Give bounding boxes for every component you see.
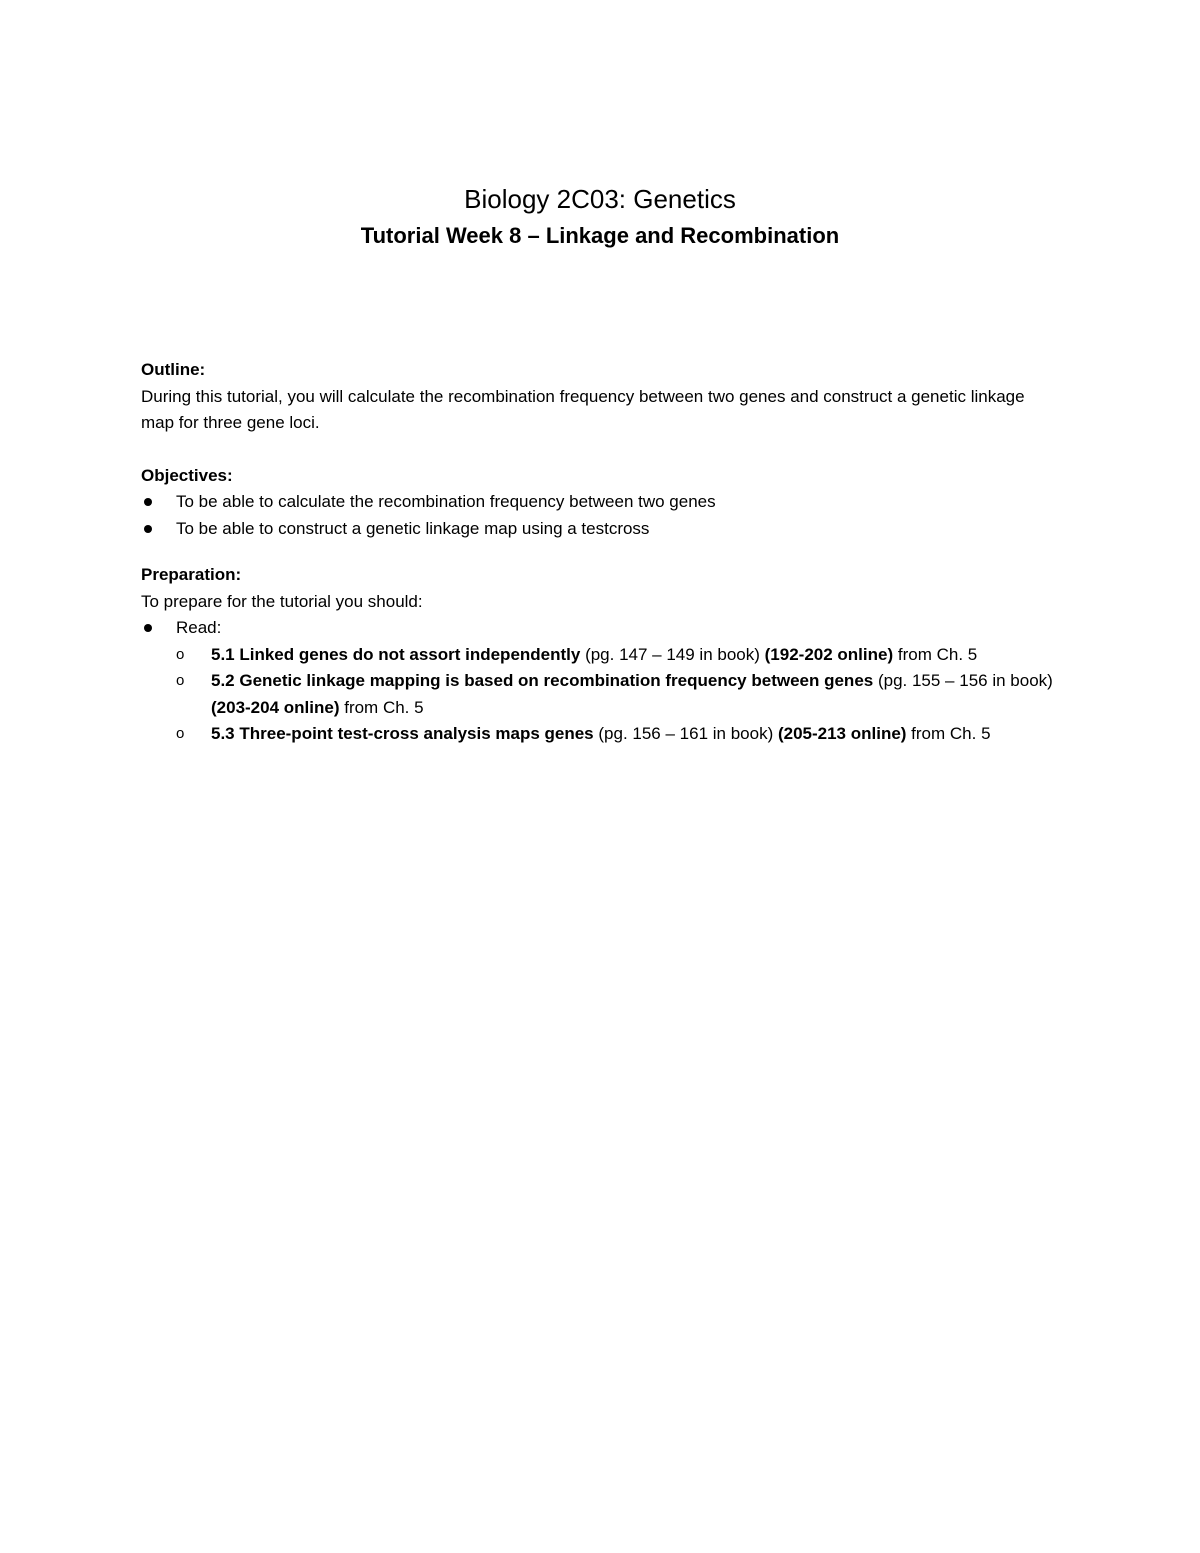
reading-online: (205-213 online) xyxy=(777,724,907,743)
reading-chapter: from Ch. 5 xyxy=(906,724,991,743)
outline-text: During this tutorial, you will calculate the recombination frequency between two genes and construct a genetic linkage map for three gene loci. xyxy=(141,386,1025,432)
preparation-heading: Preparation: xyxy=(141,565,242,584)
objectives-list xyxy=(141,489,1061,542)
document-body xyxy=(141,357,1061,748)
reading-title: 5.2 Genetic linkage mapping is based on recombination frequency between genes xyxy=(211,671,874,690)
circle-bullet-icon: o xyxy=(176,645,185,663)
objective-text: To be able to calculate the recombination frequency between two genes xyxy=(176,492,716,511)
reading-title: 5.1 Linked genes do not assort independently xyxy=(211,644,581,664)
reading-chapter: from Ch. 5 xyxy=(893,644,978,664)
reading-pages: (pg. 156 – 161 in book) xyxy=(593,724,778,743)
page-subtitle: Tutorial Week 8 – Linkage and Recombination xyxy=(360,223,840,248)
outline-heading: Outline: xyxy=(141,360,206,379)
reading-pages: (pg. 147 – 149 in book) xyxy=(580,644,765,664)
preparation-list xyxy=(141,615,1061,748)
page-title: Biology 2C03: Genetics xyxy=(464,184,736,214)
reading-item xyxy=(141,668,1061,721)
preparation-intro: To prepare for the tutorial you should: xyxy=(141,591,423,611)
bullet-icon xyxy=(144,498,152,506)
circle-bullet-icon: o xyxy=(176,672,185,689)
reading-online: (203-204 online) xyxy=(211,697,340,717)
objectives-heading: Objectives: xyxy=(141,465,233,485)
reading-chapter: from Ch. 5 xyxy=(339,697,424,717)
list-item xyxy=(141,516,1061,543)
list-item xyxy=(141,615,1061,748)
reading-pages: (pg. 155 – 156 in book) xyxy=(873,671,1053,690)
reading-item xyxy=(141,642,1061,669)
circle-bullet-icon: o xyxy=(176,725,185,742)
reading-title: 5.3 Three-point test-cross analysis maps genes xyxy=(211,724,594,743)
objective-text: To be able to construct a genetic linkage map using a testcross xyxy=(176,518,650,538)
readings-list xyxy=(176,642,1061,748)
read-label: Read: xyxy=(176,618,222,637)
reading-online: (192-202 online) xyxy=(764,644,894,664)
bullet-icon xyxy=(144,525,152,533)
bullet-icon xyxy=(144,624,152,632)
reading-item xyxy=(141,721,1061,748)
list-item xyxy=(141,489,1061,516)
